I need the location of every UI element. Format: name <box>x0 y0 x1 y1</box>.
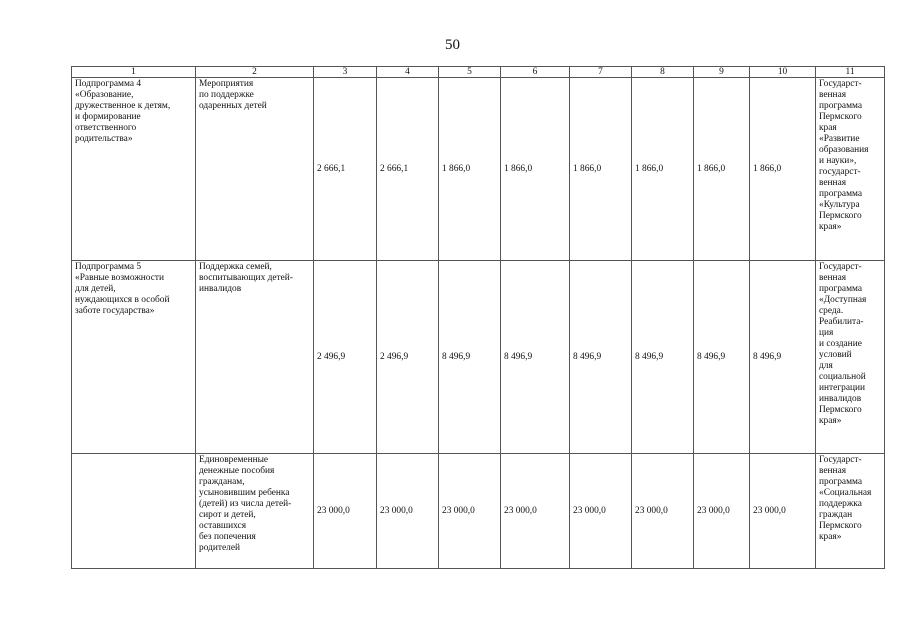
value-cell: 1 866,0 <box>632 78 694 261</box>
header-row <box>72 67 885 78</box>
value-cell: 8 496,9 <box>632 261 694 454</box>
header-cell: 7 <box>570 67 632 78</box>
value-cell: 23 000,0 <box>439 454 501 569</box>
value-cell: 8 496,9 <box>694 261 750 454</box>
value-cell: 1 866,0 <box>501 78 570 261</box>
header-cell: 6 <box>501 67 570 78</box>
program-cell: Государст- венная программа Пермского края «Развитие образования и науки», государст- венная программа «Культура Пермского края» <box>816 78 885 261</box>
header-cell: 8 <box>632 67 694 78</box>
page-number: 50 <box>445 37 460 53</box>
value-cell: 8 496,9 <box>570 261 632 454</box>
header-cell: 3 <box>314 67 377 78</box>
subprogram-cell: Подпрограмма 5 «Равные возможности для детей, нуждающихся в особой заботе государства» <box>72 261 196 454</box>
subprogram-cell: Подпрограмма 4 «Образование, дружественное к детям, и формирование ответственного родительства» <box>72 78 196 261</box>
budget-table <box>71 66 885 569</box>
header-cell: 11 <box>816 67 885 78</box>
value-cell: 1 866,0 <box>439 78 501 261</box>
value-cell: 1 866,0 <box>570 78 632 261</box>
header-cell: 10 <box>750 67 816 78</box>
value-cell: 2 496,9 <box>377 261 439 454</box>
activity-cell: Единовременные денежные пособия гражданам, усыновившим ребенка (детей) из числа детей- сирот и детей, оставшихся без попечения родителей <box>196 454 314 569</box>
header-cell: 9 <box>694 67 750 78</box>
activity-cell: Мероприятия по поддержке одаренных детей <box>196 78 314 261</box>
value-cell: 23 000,0 <box>750 454 816 569</box>
table-row <box>72 261 885 454</box>
program-cell: Государст- венная программа «Доступная среда. Реабилита- ция и создание условий для социальной интеграции инвалидов Пермского края» <box>816 261 885 454</box>
value-cell: 2 666,1 <box>314 78 377 261</box>
value-cell: 8 496,9 <box>750 261 816 454</box>
value-cell: 23 000,0 <box>570 454 632 569</box>
value-cell: 23 000,0 <box>632 454 694 569</box>
value-cell: 23 000,0 <box>694 454 750 569</box>
value-cell: 8 496,9 <box>501 261 570 454</box>
value-cell: 1 866,0 <box>750 78 816 261</box>
header-cell: 4 <box>377 67 439 78</box>
table-row <box>72 454 885 569</box>
table-row <box>72 78 885 261</box>
value-cell: 23 000,0 <box>314 454 377 569</box>
value-cell: 23 000,0 <box>377 454 439 569</box>
value-cell: 23 000,0 <box>501 454 570 569</box>
value-cell: 2 496,9 <box>314 261 377 454</box>
activity-cell: Поддержка семей, воспитывающих детей- инвалидов <box>196 261 314 454</box>
subprogram-cell <box>72 454 196 569</box>
value-cell: 2 666,1 <box>377 78 439 261</box>
value-cell: 8 496,9 <box>439 261 501 454</box>
header-cell: 2 <box>196 67 314 78</box>
value-cell: 1 866,0 <box>694 78 750 261</box>
header-cell: 5 <box>439 67 501 78</box>
program-cell: Государст- венная программа «Социальная поддержка граждан Пермского края» <box>816 454 885 569</box>
header-cell: 1 <box>72 67 196 78</box>
